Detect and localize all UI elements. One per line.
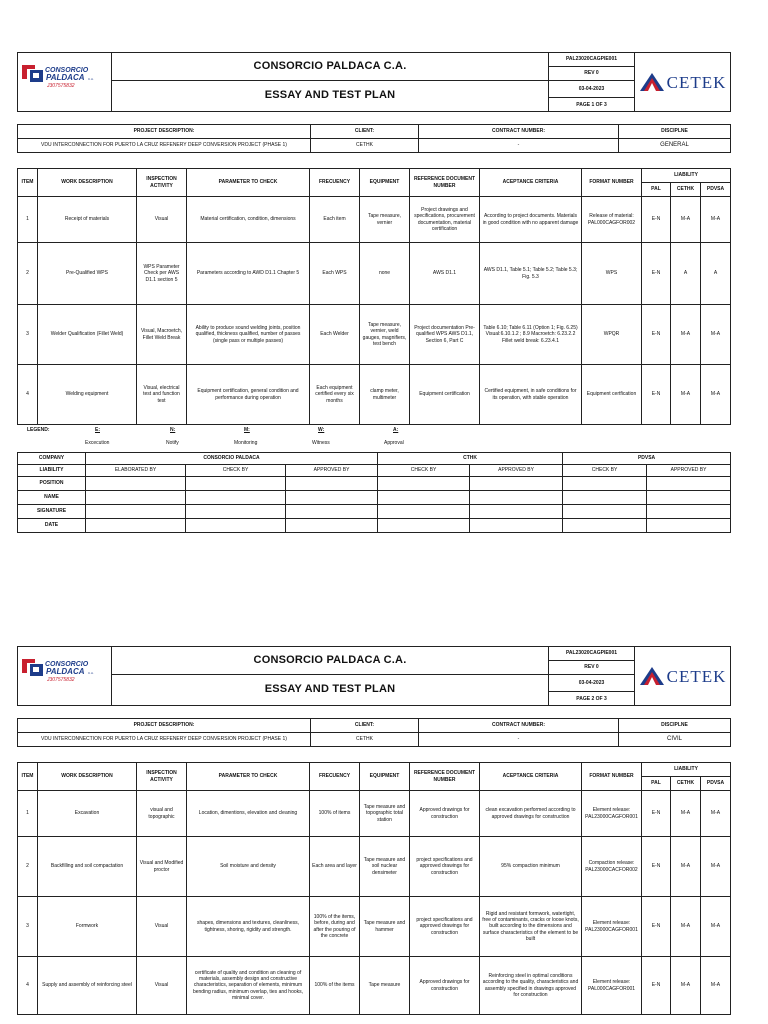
page1-header [17,52,731,112]
paldaca-logo [18,647,112,706]
contract-label: CONTRACT NUMBER: [419,719,619,733]
col-reference: REFERENCE DOCUMENT NUMBER [410,763,480,791]
table-row [18,791,731,837]
signoff-table [17,452,731,533]
cell-work: Welder Qualification (Fillet Weld) [38,305,137,365]
cell-cethk: M-A [671,897,701,957]
cell-parameter: Ability to produce sound welding joints, position qualified, thickness qualified, number of passes (single pass or multiple passes) [187,305,310,365]
cell-activity: Visual and Modified proctor [137,837,187,897]
legend-code-e: E: [95,427,100,433]
cell-pal: E-N [642,837,671,897]
cell-parameter: certificate of quality and condition an cleaning of materials, assembly design and constructive characteristics, separation of elements, minimum bending radius, minimum overlap, ties and hooks, minimal cover. [187,957,310,1015]
col-equipment: EQUIPMENT [360,169,410,197]
logo-line1: CONSORCIO [45,661,89,668]
cell-format: Element release: PAL000CAGFOR001 [582,957,642,1015]
cell-format: WPS [582,243,642,305]
cell-item: 2 [18,837,38,897]
cell-parameter: Equipment certification, general condition and performance during operation [187,365,310,425]
cell-format: WPQR [582,305,642,365]
legend-name-n: Notify [166,440,179,446]
col-item: ITEM [18,763,38,791]
cell-frequency: Each area and layer [310,837,360,897]
cell-activity: Visual [137,897,187,957]
col-frequency: FRECUENCY [310,763,360,791]
cetek-logo [635,647,731,706]
cell-activity: visual and topographic [137,791,187,837]
cell-cethk: M-A [671,365,701,425]
cell-equipment: Tape measure and soil nuclear densimeter [360,837,410,897]
cell-pal: E-N [642,365,671,425]
document-date: 03-04-2023 [549,81,635,98]
legend-code-w: W: [318,427,325,433]
cell-equipment: Tape measure and hammer [360,897,410,957]
col-criteria: ACEPTANCE CRITERIA [480,763,582,791]
table-row [18,837,731,897]
discipline-label: DISCIPLNE [619,125,731,139]
contract-value: - [419,733,619,747]
cell-activity: Visual, electrical test and function test [137,365,187,425]
cell-criteria: Reinforcing steel in optimal conditions according to the quality, characteristics and assembly specified in drawings approved for construction [480,957,582,1015]
col-parameter: PARAMETER TO CHECK [187,169,310,197]
cell-criteria: Table 6.10; Table 6.11 (Option 1; Fig. 6.25) Visual:6.10.1.2 ; 8.9 Macroetch: 6.23.2.2 Fillet weld break: 6.23.4.1 [480,305,582,365]
cell-parameter: Soil moisture and density [187,837,310,897]
col-format: FORMAT NUMBER [582,169,642,197]
cell-parameter: Parameters according to AWD D1.1 Chapter 5 [187,243,310,305]
document-date: 03-04-2023 [549,675,635,692]
logo-ca: C.A. [88,671,94,675]
cell-cethk: M-A [671,957,701,1015]
cell-activity: WPS Parameter Check per AWS D1.1 section 5 [137,243,187,305]
cell-item: 3 [18,897,38,957]
cetek-wordmark: CETEK [666,666,727,686]
cell-activity: Visual [137,957,187,1015]
cell-frequency: 100% of the items, before, during and after the pouring of the concrete [310,897,360,957]
table-row [18,305,731,365]
col-pal: PAL [642,777,671,791]
cell-work: Excavation [38,791,137,837]
cell-work: Receipt of materials [38,197,137,243]
page2-project-info [17,718,731,747]
cell-cethk: A [671,243,701,305]
signoff-role: CHECK BY [563,465,647,477]
cetek-logo [635,53,731,112]
page-number: PAGE 1 OF 3 [549,98,635,112]
table-row [18,957,731,1015]
document-code: PAL23020CAGPIE001 [549,647,635,661]
cell-reference: Equipment certification [410,365,480,425]
signoff-row-signature: SIGNATURE [18,505,86,519]
project-description: VDU INTERCONNECTION FOR PUERTO LA CRUZ REFENERY DEEP CONVERSION PROJECT (PHASE 1) [18,139,311,153]
col-equipment: EQUIPMENT [360,763,410,791]
cell-pdvsa: M-A [701,957,731,1015]
signoff-role: APPROVED BY [470,465,563,477]
cell-criteria: Certified equipment, in safe conditions for its operation, with stable operation [480,365,582,425]
legend-name-w: Witness [312,440,330,446]
logo-line1: CONSORCIO [45,67,89,74]
cell-frequency: Each WPS [310,243,360,305]
cell-work: Pre-Qualified WPS [38,243,137,305]
cell-pdvsa: M-A [701,837,731,897]
logo-rif: J307575832 [47,83,75,89]
document-code: PAL23020CAGPIE001 [549,53,635,67]
page1-test-plan-table [17,168,731,425]
col-frequency: FRECUENCY [310,169,360,197]
col-liability: LIABILITY [642,169,731,183]
cell-pdvsa: M-A [701,365,731,425]
page-number: PAGE 2 OF 3 [549,692,635,706]
cell-item: 1 [18,197,38,243]
col-pal: PAL [642,183,671,197]
legend-name-a: Approval [384,440,404,446]
cell-pdvsa: M-A [701,197,731,243]
cell-item: 1 [18,791,38,837]
cell-reference: Approved drawings for construction [410,957,480,1015]
cetek-triangle-icon [639,666,665,686]
legend-code-a: A: [393,427,399,433]
signoff-company-pdvsa: PDVSA [563,453,731,465]
logo-ca: C.A. [88,77,94,81]
project-description: VDU INTERCONNECTION FOR PUERTO LA CRUZ REFENERY DEEP CONVERSION PROJECT (PHASE 1) [18,733,311,747]
cell-equipment: Tape measure, vernier [360,197,410,243]
cetek-triangle-icon [639,72,665,92]
cell-cethk: M-A [671,837,701,897]
discipline-value: GENERAL [619,139,731,153]
col-item: ITEM [18,169,38,197]
cell-format: Element release: PAL23000CAGFOR001 [582,791,642,837]
cell-reference: Project drawings and specifications, procurement documentation, material certification [410,197,480,243]
table-row [18,197,731,243]
signoff-role: ELABORATED BY [86,465,186,477]
client-label: CLIENT: [311,719,419,733]
cell-equipment: clamp meter, multimeter [360,365,410,425]
cell-parameter: Material certification, condition, dimensions [187,197,310,243]
cell-frequency: Each item [310,197,360,243]
page2-header [17,646,731,706]
project-description-label: PROJECT DESCRIPTION: [18,125,311,139]
document-title: ESSAY AND TEST PLAN [112,81,549,112]
cell-frequency: 100% of items [310,791,360,837]
cell-pdvsa: M-A [701,897,731,957]
signoff-company-cthk: CTHK [378,453,563,465]
cell-pdvsa: M-A [701,791,731,837]
cell-pal: E-N [642,791,671,837]
cell-pdvsa: A [701,243,731,305]
discipline-value: CIVIL [619,733,731,747]
cell-reference: project specifications and approved drawings for construction [410,897,480,957]
cell-pal: E-N [642,243,671,305]
signoff-company-paldaca: CONSORCIO PALDACA [86,453,378,465]
company-name: CONSORCIO PALDACA C.A. [112,647,549,675]
page1-project-info [17,124,731,153]
cell-pal: E-N [642,957,671,1015]
contract-value: - [419,139,619,153]
logo-rif: J307575832 [47,677,75,683]
signoff-row-date: DATE [18,519,86,533]
client-value: CETHK [311,733,419,747]
page2-test-plan-table [17,762,731,1015]
cell-work: Welding equipment [38,365,137,425]
cell-reference: AWS D1.1 [410,243,480,305]
cell-activity: Visual [137,197,187,243]
cell-pdvsa: M-A [701,305,731,365]
signoff-company-label: COMPANY [18,453,86,465]
cell-format: Equipment certfication [582,365,642,425]
col-parameter: PARAMETER TO CHECK [187,763,310,791]
cell-equipment: Tape measure and topographic total station [360,791,410,837]
cell-item: 2 [18,243,38,305]
cell-equipment: Tape measure, vernier, weld gauges, magnifiers, test bench [360,305,410,365]
col-pdvsa: PDVSA [701,777,731,791]
cell-parameter: Location, dimentions, elevation and cleaning [187,791,310,837]
signoff-row-name: NAME [18,491,86,505]
logo-line2: PALDACA [46,73,85,82]
cell-format: Release of material: PAL000CAGFOR002 [582,197,642,243]
document-title: ESSAY AND TEST PLAN [112,675,549,706]
col-inspection-activity: INSPECTION ACTIVITY [137,169,187,197]
legend-code-m: M: [244,427,250,433]
col-reference: REFERENCE DOCUMENT NUMBER [410,169,480,197]
col-cethk: CETHK [671,777,701,791]
cell-format: Element release: PAL23000CAGFOR001 [582,897,642,957]
legend-name-e: Excecution [85,440,110,446]
revision: REV 0 [549,67,635,81]
col-liability: LIABILITY [642,763,731,777]
cell-parameter: shapes, dimensions and textures, cleanliness, tightness, shoring, rigidity and strength. [187,897,310,957]
project-description-label: PROJECT DESCRIPTION: [18,719,311,733]
cell-frequency: Each equipment certified every six months [310,365,360,425]
signoff-role: APPROVED BY [647,465,731,477]
cell-format: Compaction release: PAL23000CACFOR002 [582,837,642,897]
signoff-role: CHECK BY [378,465,470,477]
cell-activity: Visual, Macroetch, Fillet Weld Break [137,305,187,365]
cell-item: 3 [18,305,38,365]
col-cethk: CETHK [671,183,701,197]
cell-reference: Approved drawings for construction [410,791,480,837]
cell-cethk: M-A [671,305,701,365]
cetek-wordmark: CETEK [666,72,727,92]
col-inspection-activity: INSPECTION ACTIVITY [137,763,187,791]
cell-cethk: M-A [671,791,701,837]
col-work-description: WORK DESCRIPTION [38,763,137,791]
cell-work: Formwork [38,897,137,957]
cell-item: 4 [18,365,38,425]
cell-pal: E-N [642,897,671,957]
signoff-row-position: POSITION [18,477,86,491]
signoff-liability-label: LIABILITY [18,465,86,477]
cell-reference: Project documentation Pre-qualified WPS AWS D1.1, Section 6, Part C [410,305,480,365]
cell-criteria: 95% compaction minimum [480,837,582,897]
signoff-role: APPROVED BY [286,465,378,477]
cell-equipment: none [360,243,410,305]
col-pdvsa: PDVSA [701,183,731,197]
cell-reference: project specifications and approved drawings for construction [410,837,480,897]
revision: REV 0 [549,661,635,675]
logo-line2: PALDACA [46,667,85,676]
table-row [18,243,731,305]
table-row [18,897,731,957]
col-criteria: ACEPTANCE CRITERIA [480,169,582,197]
table-row [18,365,731,425]
legend-name-m: Monitoring [234,440,258,446]
contract-label: CONTRACT NUMBER: [419,125,619,139]
cell-frequency: 100% of the items [310,957,360,1015]
cell-equipment: Tape measure [360,957,410,1015]
company-name: CONSORCIO PALDACA C.A. [112,53,549,81]
col-work-description: WORK DESCRIPTION [38,169,137,197]
legend-code-n: N: [170,427,176,433]
cell-work: Supply and assembly of reinforcing steel [38,957,137,1015]
col-format: FORMAT NUMBER [582,763,642,791]
client-label: CLIENT: [311,125,419,139]
legend-label: LEGEND: [27,427,50,433]
cell-pal: E-N [642,305,671,365]
discipline-label: DISCIPLNE [619,719,731,733]
cell-criteria: Rigid and resistant formwork, watertight, free of contaminants, cracks or loose knots, built according to the dimensions and surface characteristics of the element to be built [480,897,582,957]
cell-criteria: clean excavation performed according to approved drawings for construction [480,791,582,837]
legend [17,425,730,449]
cell-item: 4 [18,957,38,1015]
signoff-role: CHECK BY [186,465,286,477]
cell-criteria: AWS D1.1, Table 5.1; Table 5.2; Table 5.3; Fig. 5.3 [480,243,582,305]
cell-work: Backfilling and soil compactation [38,837,137,897]
cell-pal: E-N [642,197,671,243]
cell-frequency: Each Welder [310,305,360,365]
client-value: CETHK [311,139,419,153]
cell-criteria: According to project documents. Materials in good condition with no apparent damage [480,197,582,243]
cell-cethk: M-A [671,197,701,243]
paldaca-logo [18,53,112,112]
